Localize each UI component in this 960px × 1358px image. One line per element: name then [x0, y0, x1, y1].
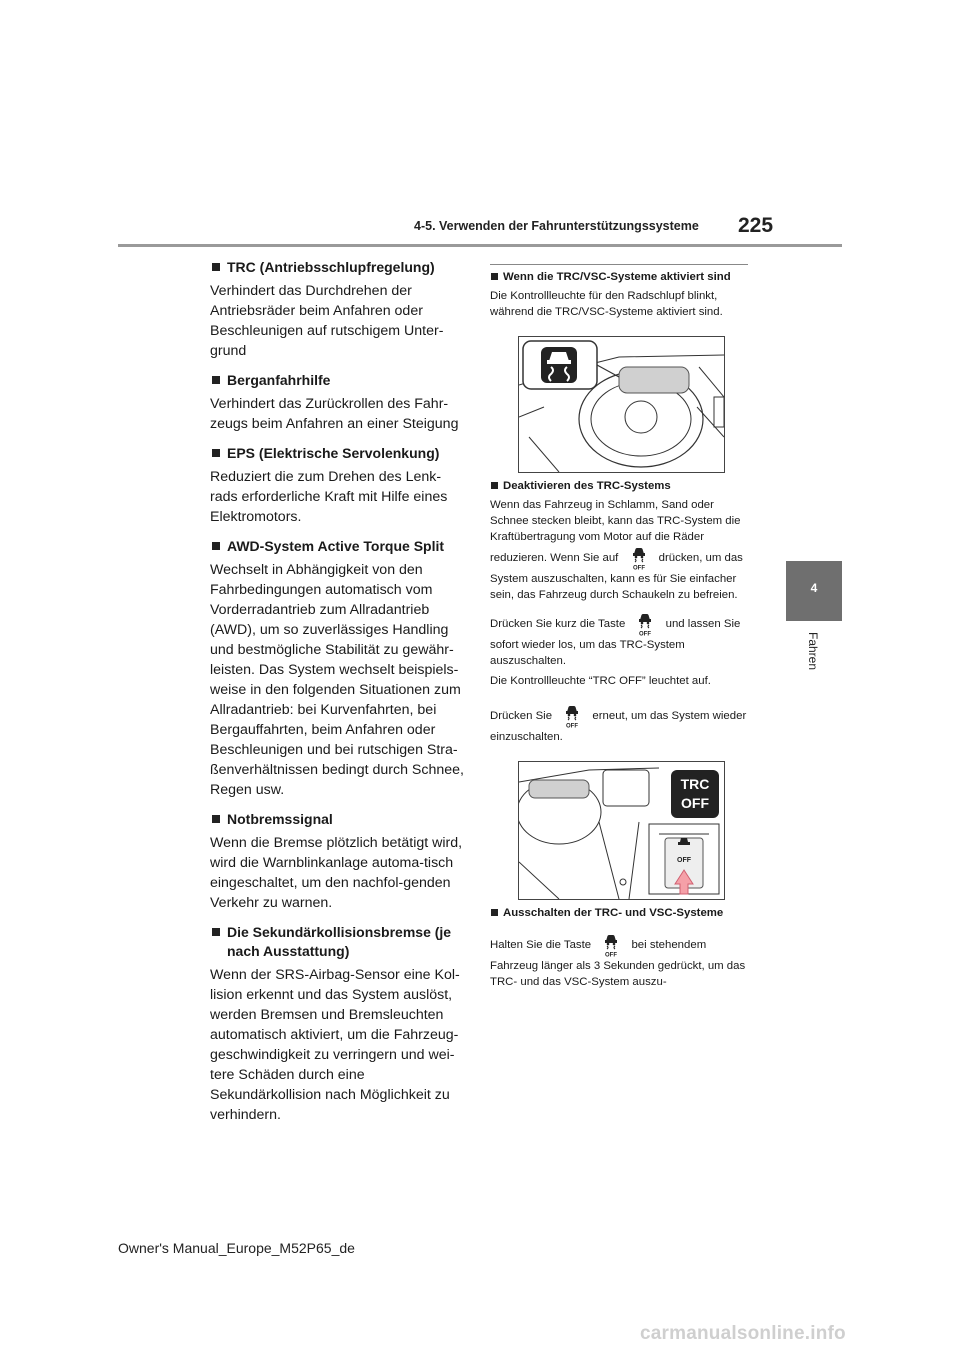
- heading-deactivate-trc: Deaktivieren des TRC-Systems: [490, 479, 750, 493]
- chapter-tab: [786, 561, 842, 621]
- meter-highlight: [619, 367, 689, 393]
- trc-off-button-icon: [634, 611, 656, 637]
- trc-indicator-label: TRC: [680, 776, 710, 792]
- heading-awd: AWD-System Active Torque Split: [210, 537, 468, 556]
- page-number: 225: [738, 214, 774, 237]
- trc-off-button-icon: [561, 703, 583, 729]
- text-deactivate-1a: Wenn das Fahrzeug in Schlamm, Sand oder Schnee stecken bleibt, kann das TRC-System die Kraftübertragung vom Motor auf die Räder reduzieren. Wenn Sie auf: [490, 499, 741, 565]
- section-rule: [490, 264, 748, 265]
- heading-secondary-collision: Die Sekundärkollisionsbremse (je nach Ausstattung): [210, 923, 468, 961]
- text-brake-signal: Wenn die Bremse plötzlich betätigt wird, wird die Warnblinkanlage automa-tisch eingeschaltet, um den nachfol-genden Verkehr zu warnen.: [210, 835, 463, 911]
- text-deactivate-2: [490, 611, 750, 669]
- left-column: [210, 252, 468, 1135]
- text-deactivate-4b: erneut, um das System wieder einzuschalten.: [490, 710, 747, 743]
- text-deactivate-3: Die Kontrollleuchte “TRC OFF” leuchtet auf.: [490, 675, 711, 687]
- header-rule: [118, 244, 842, 247]
- figure-trc-off-button: [518, 761, 725, 900]
- footer-manual-id: Owner's Manual_Europe_M52P65_de: [118, 1240, 355, 1256]
- text-deactivate-2a: Drücken Sie kurz die Taste: [490, 618, 626, 631]
- text-deactivate-1b: drücken, um das System auszuschalten, kann es für Sie einfacher sein, das Fahrzeug durch Schaukeln zu befreien.: [490, 552, 743, 601]
- heading-trc-vsc-active: Wenn die TRC/VSC-Systeme aktiviert sind: [490, 270, 750, 284]
- text-trc: Verhindert das Durchdrehen der Antriebsräder beim Anfahren oder Beschleunigen auf rutschigem Unter-grund: [210, 283, 444, 359]
- heading-hill-start: Berganfahrhilfe: [210, 371, 468, 390]
- right-column: [490, 264, 750, 993]
- text-off-trc-vsc-b: bei stehendem Fahrzeug länger als 3 Sekunden gedrückt, um das TRC- und das VSC-System auszu-: [490, 939, 746, 988]
- heading-off-trc-vsc: Ausschalten der TRC- und VSC-Systeme: [490, 906, 750, 920]
- heading-eps: EPS (Elektrische Servolenkung): [210, 444, 468, 463]
- trc-off-button-icon: [628, 545, 650, 571]
- text-deactivate-2b: und lassen Sie sofort wieder los, um das TRC-System auszuschalten.: [490, 618, 741, 667]
- button-off-label: OFF: [677, 857, 691, 864]
- text-deactivate-1: [490, 497, 750, 603]
- text-secondary-collision: Wenn der SRS-Airbag-Sensor eine Kol-lision erkennt und das System auslöst, werden Bremsen und Bremsleuchten automatisch aktiviert, um die Fahrzeug-geschwindigkeit zu verringern und wei-tere Schäden durch eine Sekundärkollision nach Möglichkeit zu verhindern.: [210, 967, 460, 1123]
- watermark: carmanualsonline.info: [640, 1323, 846, 1344]
- trc-off-button-icon: [600, 932, 622, 958]
- heading-brake-signal: Notbremssignal: [210, 810, 468, 829]
- figure-dashboard-slip-indicator: [518, 336, 725, 473]
- text-off-trc-vsc-a: Halten Sie die Taste: [490, 939, 592, 952]
- section-title: 4-5. Verwenden der Fahrunterstützungssysteme: [414, 219, 699, 233]
- off-indicator-label: OFF: [681, 795, 709, 811]
- text-trc-vsc-active: Die Kontrollleuchte für den Radschlupf blinkt, während die TRC/VSC-Systeme aktiviert sind.: [490, 290, 723, 318]
- text-off-trc-vsc: [490, 932, 750, 990]
- heading-trc: TRC (Antriebsschlupfregelung): [210, 258, 468, 277]
- text-hill-start: Verhindert das Zurückrollen des Fahr-zeugs beim Anfahren an einer Steigung: [210, 396, 459, 432]
- text-awd: Wechselt in Abhängigkeit von den Fahrbedingungen automatisch vom Vorderradantrieb zum Allradantrieb (AWD), um so zuverlässiges Handling und bestmögliche Stabilität zu gewähr-leisten. Das System wechselt beispiels-weise in den folgenden Situationen zum Allradantrieb: bei Kurvenfahrten, bei Bergauffahrten, beim Anfahren oder Beschleunigen und bei rutschigen Stra-ßenverhältnissen bedingt durch Schnee, Regen usw.: [210, 562, 464, 798]
- chapter-number: 4: [810, 581, 818, 595]
- meter-highlight: [529, 780, 589, 798]
- text-eps: Reduziert die zum Drehen des Lenk-rads erforderliche Kraft mit Hilfe eines Elektromotors.: [210, 469, 448, 525]
- text-deactivate-4a: Drücken Sie: [490, 710, 553, 723]
- text-deactivate-4: [490, 703, 750, 745]
- chapter-label: Fahren: [806, 632, 820, 671]
